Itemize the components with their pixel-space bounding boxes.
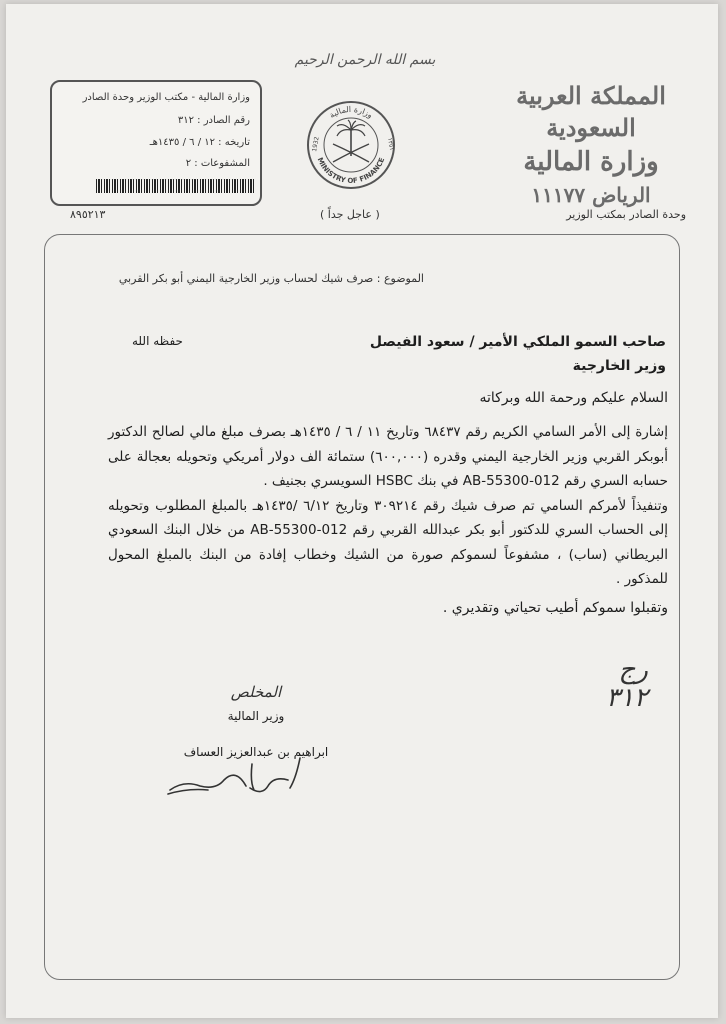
issuing-unit: وحدة الصادر بمكتب الوزير [566,208,686,221]
infobox-attachments: المشفوعات : ٢ [185,158,250,169]
seal-year-left: 1932 [311,136,321,153]
seal-bottom-text: MINISTRY OF FINANCE [315,156,387,186]
signatory-name: ابراهيم بن عبدالعزيز العساف [183,745,329,759]
letterhead-ministry: وزارة المالية [523,147,659,177]
signature-icon [160,750,310,800]
body-paragraph-1: إشارة إلى الأمر السامي الكريم رقم ٦٨٤٣٧ وتاريخ ١١ / ٦ / ١٤٣٥هـ بصرف مبلغ مالي لصالح الدكتور أبوبكر القربي وزير الخارجية اليمني وقدره (٦٠٠,٠٠٠) ستمائة الف دولار أمريكي وتحويله بعجالة على حسابه السري رقم 012-55300-AB في بنك HSBC السويسري بجنيف . [108,424,668,489]
letterhead-city: الرياض ١١١٧٧ [531,183,651,207]
urgent-label: ( عاجل جداً ) [320,208,380,221]
document-serial: ٨٩٥٢١٣ [70,208,106,221]
addressee-title: وزير الخارجية [572,358,666,374]
basmala: بسم الله الرحمن الرحيم [294,52,436,68]
addressee-name: صاحب السمو الملكي الأمير / سعود الفيصل [369,334,666,350]
addressee-honorific: حفظه الله [132,334,183,348]
infobox-office: وزارة المالية - مكتب الوزير وحدة الصادر [82,92,250,103]
ministry-seal-icon [306,100,396,190]
seal-top-text: وزارة المالية [327,104,375,120]
infobox-date: تاريخه : ١٢ / ٦ / ١٤٣٥هـ [149,137,250,148]
greeting: السلام عليكم ورحمة الله وبركاته [479,390,668,406]
letterhead [486,80,696,210]
closing-line: وتقبلوا سموكم أطيب تحياتي وتقديري . [442,600,668,616]
outgoing-info-box [50,80,262,206]
handwritten-note [606,656,648,712]
letter-body [108,420,668,592]
letter-subject: الموضوع : صرف شيك لحساب وزير الخارجية اليمني أبو بكر القربي [118,272,424,285]
barcode-icon [96,179,256,193]
handnote-line-1: رج [618,655,648,685]
signature-salutation: المخلص [230,683,282,701]
signatory-title: وزير المالية [227,709,285,723]
handnote-line-2: ٣١٢ [606,683,648,713]
infobox-number: رقم الصادر : ٣١٢ [177,115,250,126]
seal-year-right: ١٣٥١ [386,137,396,152]
body-paragraph-2: وتنفيذاً لأمركم السامي تم صرف شيك رقم ٣٠٩٢١٤ وتاريخ ٦/١٢ /١٤٣٥هـ بالمبلغ المطلوب وتحويله إلى الحساب السري للدكتور أبو بكر عبدالله القربي رقم 012-55300-AB من خلال البنك السعودي البريطاني (ساب) ، مشفوعاً لسموكم صورة من الشيك وخطاب إفادة من البنك بالمبلغ المحول للمذكور . [108,497,669,587]
letterhead-kingdom: المملكة العربية السعودية [516,81,666,142]
